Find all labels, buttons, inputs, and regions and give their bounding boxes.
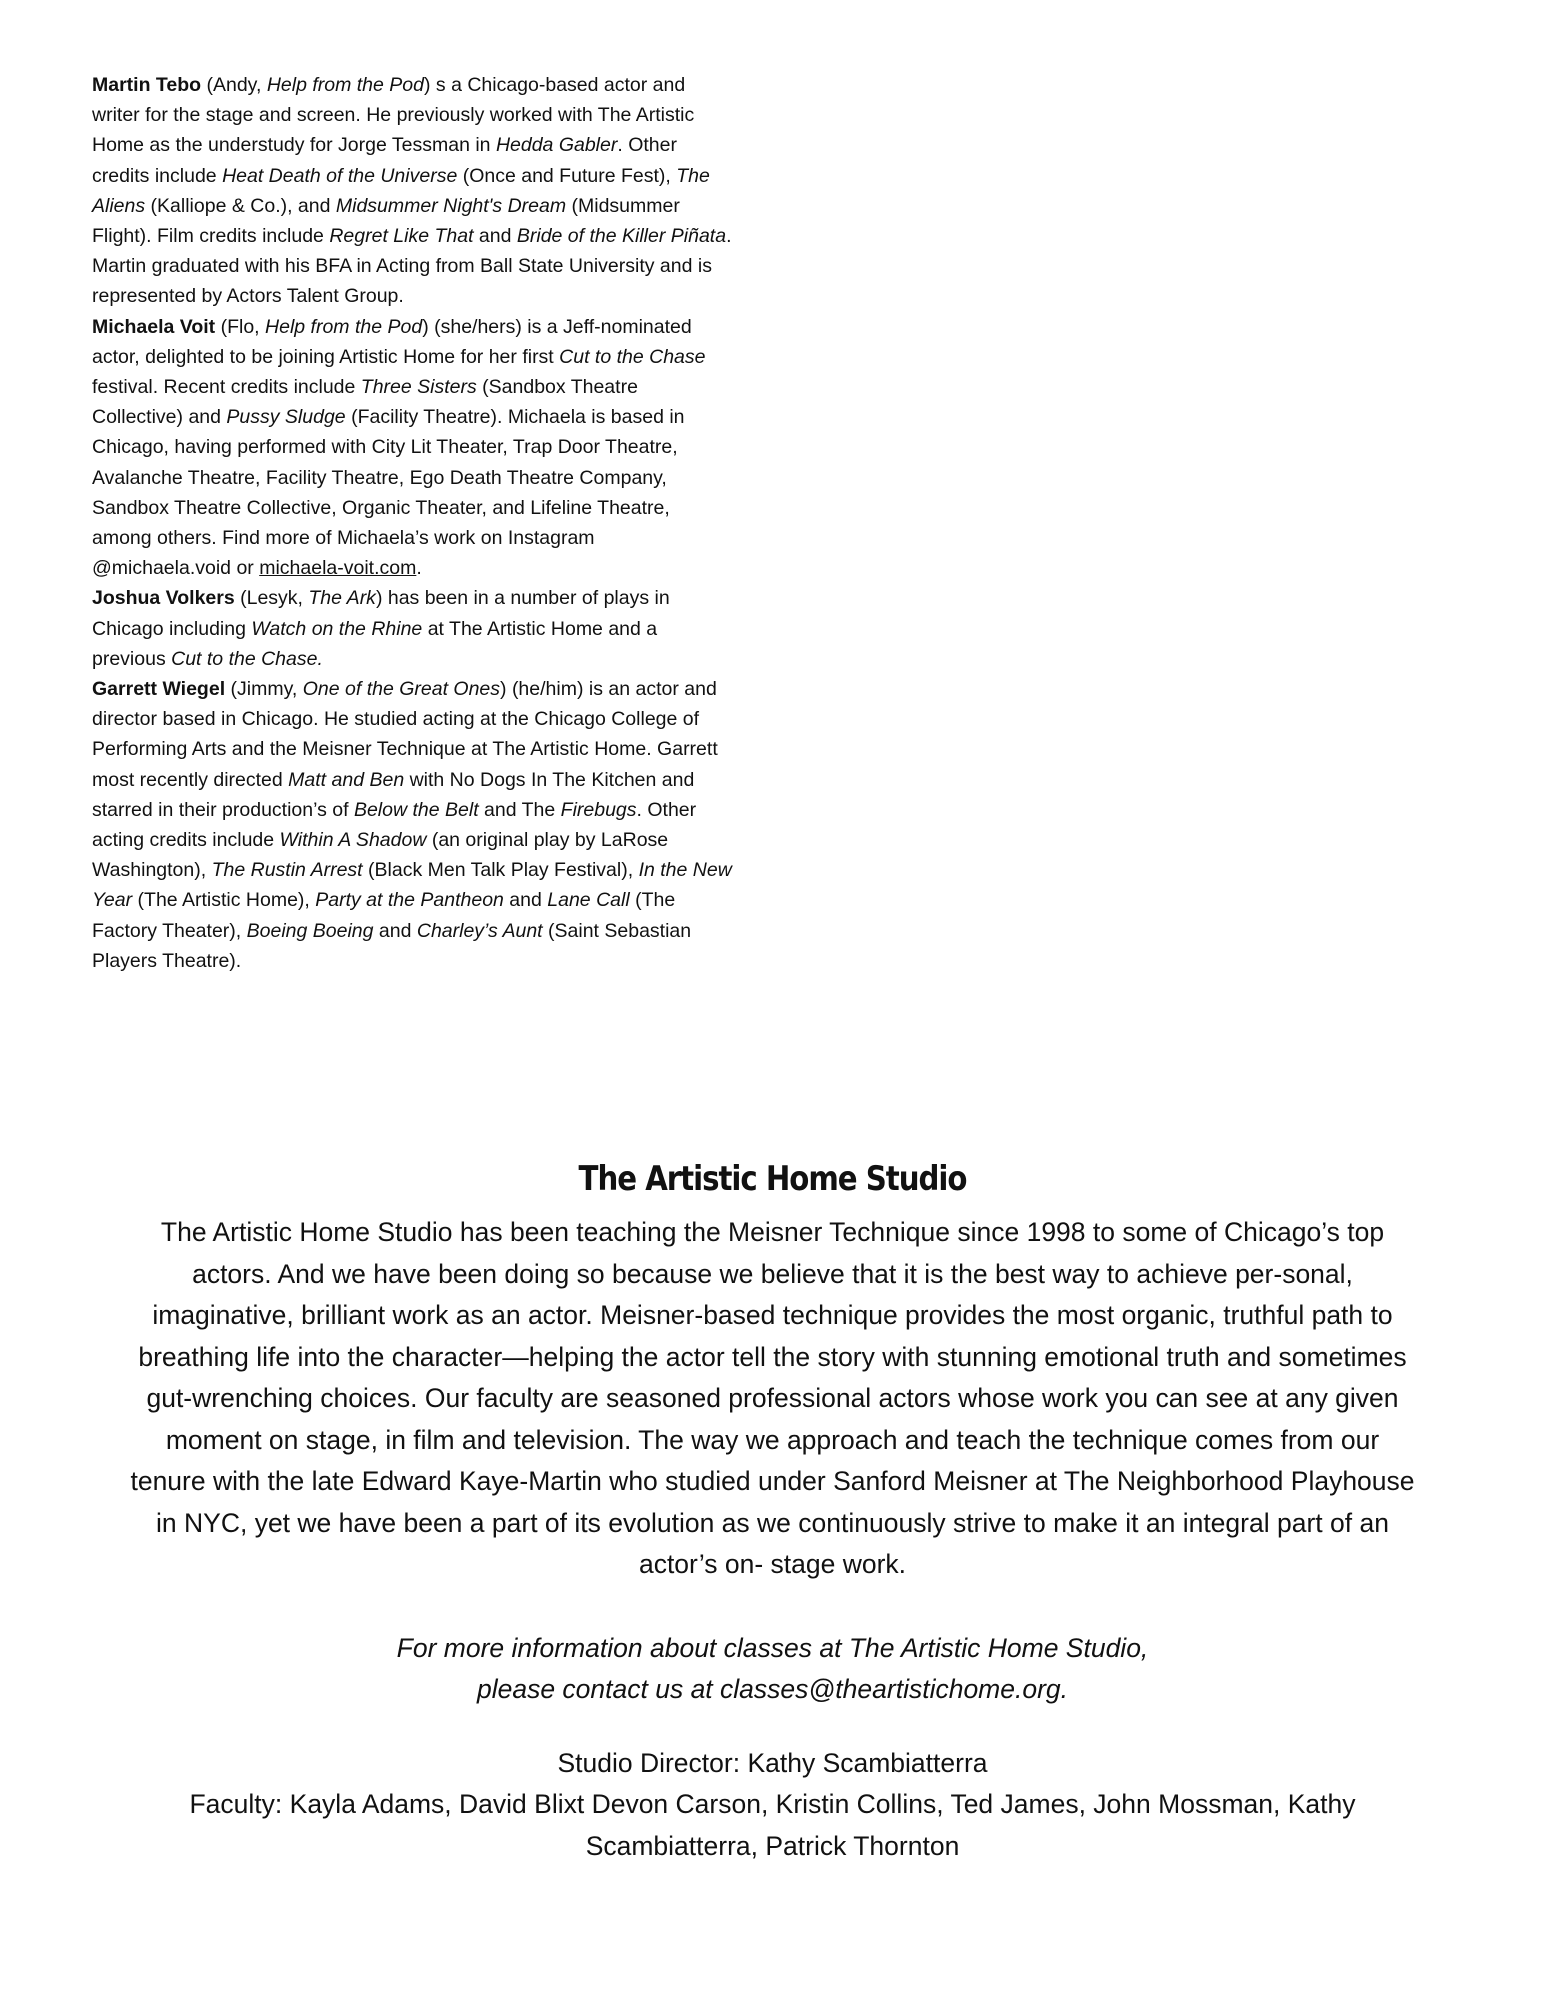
production-title: Heat Death of the Universe [222,164,458,187]
bio-text: (Flo, [215,315,266,338]
bio-text: (The Artistic Home), [132,889,316,912]
bio-text: (The Factory Theater), [92,889,676,942]
bio-text: and The [478,798,561,821]
production-title: The Ark [308,587,376,610]
production-title: Boeing Boeing [246,919,374,942]
production-title: Pussy Sludge [226,406,346,429]
studio-title: The Artistic Home Studio [578,1159,967,1199]
production-title: Party at the Pantheon [315,889,504,912]
bios-column [92,70,732,976]
production-title: Within A Shadow [279,829,427,852]
bio-text: ) (he/him) is an actor and director based in Chicago. He studied acting at the Chicago College of Performing Arts and the Meisner Technique at The Artistic Home. Garrett most recently directed [92,678,718,791]
bio-text: (an original play by LaRose Washington), [92,829,669,882]
bio-text: and [473,225,517,248]
production-title: The Aliens [92,164,710,217]
bio-text: at The Artistic Home and a previous [92,617,658,670]
bio-text: and [503,889,548,912]
bio-text: . Other acting credits include [92,798,697,852]
production-title: The Rustin Arrest [211,859,363,882]
production-title: Hedda Gabler [495,134,618,157]
production-title: Regret Like That [329,225,474,248]
production-title: Lane Call [547,889,630,912]
production-title: Cut to the Chase [559,345,706,368]
production-title: Matt and Ben [288,768,405,791]
bio-text: (Kalliope & Co.), and [145,194,336,217]
bio-text: (Facility Theatre). Michaela is based in Chicago, having performed with City Lit Theater, Trap Door Theatre, Avalanche Theatre, Facility Theatre, Ego Death Theatre Company, Sandbox Theatre Collective, Organic Theater, and Lifeline Theatre, among others. Find more of Michaela’s work on Instagram @michaela.void or [92,406,685,580]
production-title: Help from the Pod [265,315,423,338]
studio-faculty: Faculty: Kayla Adams, David Blixt Devon Carson, Kristin Collins, Ted James, John Mossman, Kathy Scambiatterra, Patrick Thornton [189,1789,1356,1861]
production-title: Watch on the Rhine [251,617,423,640]
bio-name: Garrett Wiegel [92,678,226,701]
production-title: Firebugs [560,798,637,821]
bio-text: (Once and Future Fest), [457,164,677,187]
bio-text: ) (she/hers) is a Jeff-nominated actor, delighted to be joining Artistic Home for her first [92,315,692,368]
bio-name: Michaela Voit [92,315,216,338]
bio-text: (Lesyk, [234,587,309,610]
bio-michaela-voit [92,312,732,584]
bio-text: with No Dogs In The Kitchen and starred in their production’s of [92,768,695,821]
bio-text: ) s a Chicago-based actor and writer for the stage and screen. He previously worked with The Artistic Home as the understudy for Jorge Tessman in [92,74,695,157]
production-title: Charley’s Aunt [416,919,543,942]
studio-contact-info: For more information about classes at The Artistic Home Studio, please contact us at classes@theartistichome.org. [396,1632,1149,1704]
bio-text: . [416,557,422,580]
bio-text: and [373,919,417,942]
studio-section [130,1158,1415,1867]
website-link[interactable]: michaela-voit.com [259,557,417,580]
bio-joshua-volkers [92,583,732,674]
bio-martin-tebo [92,70,732,312]
bio-text: (Black Men Talk Play Festival), [362,859,639,882]
bio-text: (Sandbox Theatre Collective) and [92,376,638,429]
studio-director: Studio Director: Kathy Scambiatterra [557,1747,988,1778]
production-title: Bride of the Killer Piñata [516,225,727,248]
bio-text: (Jimmy, [225,678,303,701]
production-title: Cut to the Chase. [171,647,323,670]
bio-text: (Saint Sebastian Players Theatre). [92,919,692,972]
production-title: In the New Year [92,859,732,912]
bio-text: (Andy, [201,74,267,96]
bio-text: festival. Recent credits include [92,376,361,399]
bio-name: Martin Tebo [92,74,202,96]
production-title: Help from the Pod [266,74,424,96]
bio-garrett-wiegel [92,674,732,976]
production-title: Three Sisters [360,376,477,399]
production-title: Below the Belt [353,798,479,821]
bio-name: Joshua Volkers [92,587,235,610]
bio-text: ) has been in a number of plays in Chicago including [92,587,670,640]
studio-description: The Artistic Home Studio has been teaching the Meisner Technique since 1998 to some of Chicago’s top actors. And we have been doing so because we believe that it is the best way to achieve per-sonal, imaginative, brilliant work as an actor. Meisner-based technique provides the most organic, truthful path to breathing life into the character—helping the actor tell the story with stunning emotional truth and sometimes gut-wrenching choices. Our faculty are seasoned professional actors whose work you can see at any given moment on stage, in film and television. The way we approach and teach the technique comes from our tenure with the late Edward Kaye-Martin who studied under Sanford Meisner at The Neighborhood Playhouse in NYC, yet we have been a part of its evolution as we continuously strive to make it an integral part of an actor’s on- stage work. [130,1217,1415,1579]
bio-text: (Midsummer Flight). Film credits include [92,194,680,248]
bio-text: . Other credits include [92,134,677,187]
production-title: One of the Great Ones [302,678,501,701]
production-title: Midsummer Night's Dream [335,194,567,217]
bio-text: . Martin graduated with his BFA in Acting from Ball State University and is represented by Actors Talent Group. [92,225,732,308]
